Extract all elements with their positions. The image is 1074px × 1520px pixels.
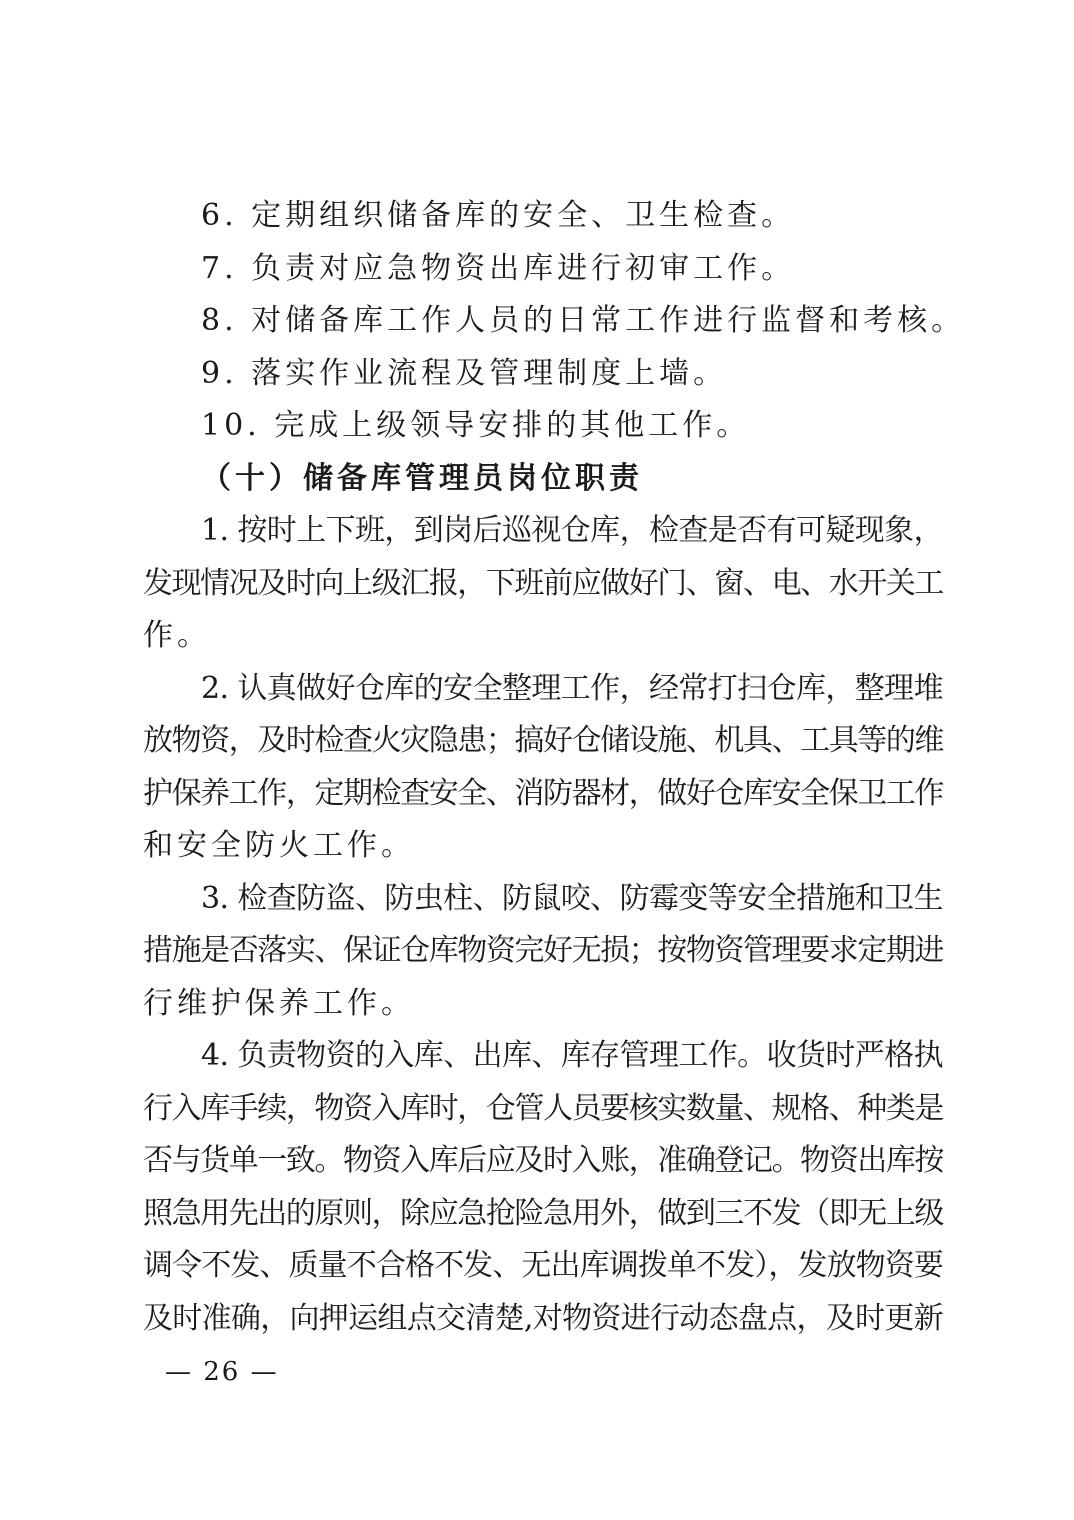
body-text bbox=[143, 190, 966, 1345]
text-line: 1. 按时上下班，到岗后巡视仓库，检查是否有可疑现象， bbox=[201, 513, 943, 548]
text-line: 10. 完成上级领导安排的其他工作。 bbox=[201, 408, 751, 443]
text-line: 7. 负责对应急物资出库进行初审工作。 bbox=[201, 250, 796, 286]
text-line: 否与货单一致。物资入库后应及时入账，准确登记。物资出库按 bbox=[143, 1143, 943, 1178]
text-line: 放物资，及时检查火灾隐患；搞好仓储设施、机具、工具等的维 bbox=[143, 723, 943, 758]
text-line: 作。 bbox=[143, 618, 211, 653]
text-line: 4. 负责物资的入库、出库、库存管理工作。收货时严格执 bbox=[201, 1038, 943, 1073]
text-line: 8. 对储备库工作人员的日常工作进行监督和考核。 bbox=[201, 303, 966, 338]
text-line: 及时准确，向押运组点交清楚,对物资进行动态盘点，及时更新 bbox=[143, 1300, 943, 1336]
page-number: — 26 — bbox=[165, 1357, 279, 1387]
section-heading: （十）储备库管理员岗位职责 bbox=[201, 460, 643, 496]
text-line: 行维护保养工作。 bbox=[143, 985, 415, 1021]
text-line: 9. 落实作业流程及管理制度上墙。 bbox=[201, 355, 728, 391]
text-line: 措施是否落实、保证仓库物资完好无损；按物资管理要求定期进 bbox=[143, 933, 943, 968]
text-line: 发现情况及时向上级汇报，下班前应做好门、窗、电、水开关工 bbox=[143, 565, 943, 601]
text-line: 调令不发、质量不合格不发、无出库调拨单不发），发放物资要 bbox=[143, 1248, 943, 1283]
text-line: 照急用先出的原则，除应急抢险急用外，做到三不发（即无上级 bbox=[143, 1195, 943, 1231]
text-line: 和安全防火工作。 bbox=[143, 828, 415, 863]
text-line: 6. 定期组织储备库的安全、卫生检查。 bbox=[201, 198, 796, 233]
text-line: 护保养工作，定期检查安全、消防器材，做好仓库安全保卫工作 bbox=[143, 775, 943, 811]
text-line: 行入库手续，物资入库时，仓管人员要核实数量、规格、种类是 bbox=[143, 1090, 943, 1126]
text-line: 3. 检查防盗、防虫柱、防鼠咬、防霉变等安全措施和卫生 bbox=[201, 880, 943, 916]
text-line: 2. 认真做好仓库的安全整理工作，经常打扫仓库，整理堆 bbox=[201, 670, 943, 706]
